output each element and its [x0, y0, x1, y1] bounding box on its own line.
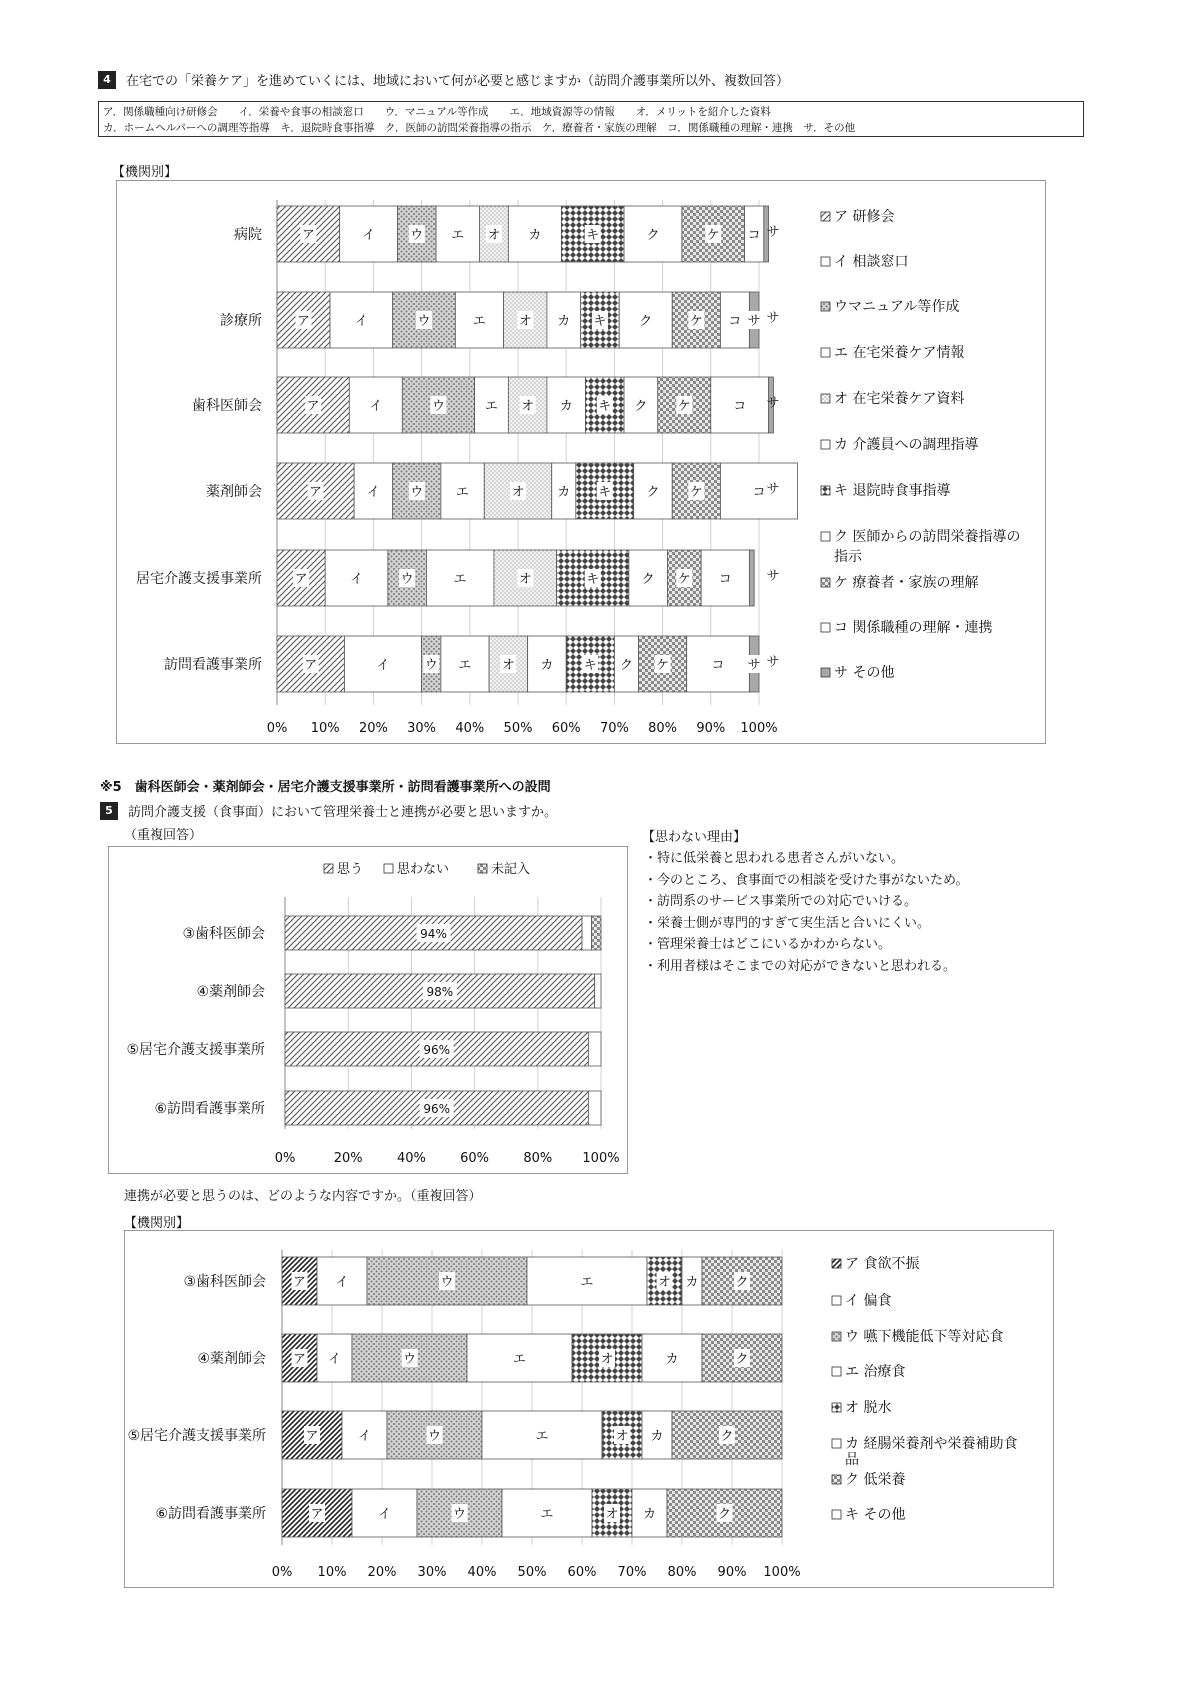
chart2-frame	[108, 846, 628, 1174]
bar-segment-label: サ	[766, 396, 780, 411]
bar-segment-label: ウ	[431, 399, 445, 414]
legend-swatch	[821, 623, 830, 632]
bar-segment-label: サ	[766, 225, 780, 240]
bar-segment-label: サ	[766, 655, 780, 670]
bar-segment-label: ア	[294, 572, 308, 587]
q5-sub: （重複回答）	[124, 828, 203, 843]
legend-swatch	[821, 486, 830, 495]
bar-segment-label: ク	[735, 1352, 749, 1367]
bar-segment-label: ク	[646, 228, 660, 243]
bar-segment-label: サ	[766, 311, 780, 326]
legend-label: ク 低栄養	[845, 1472, 906, 1488]
bar-segment-label: キ	[586, 228, 600, 243]
legend-label: サ その他	[834, 665, 895, 681]
reason-item: ・今のところ、食事面での相談を受けた事がないため。	[644, 872, 969, 888]
x-tick-label: 20%	[367, 1565, 397, 1580]
category-label: 居宅介護支援事業所	[136, 571, 262, 587]
bar-segment-label: カ	[650, 1429, 664, 1444]
bar-segment-label: エ	[512, 1352, 527, 1367]
x-tick-label: 50%	[503, 721, 533, 736]
bar-segment-label: コ	[718, 572, 732, 587]
bar-segment-label: キ	[583, 658, 597, 673]
data-label: 96%	[423, 1043, 451, 1057]
legend-label: ケ 療養者・家族の理解	[834, 575, 979, 591]
reason-item: ・管理栄養士はどこにいるかわからない。	[644, 937, 892, 953]
bar-segment-label: ク	[641, 572, 655, 587]
bar-segment-label: イ	[362, 228, 376, 243]
bar-segment-label: ア	[310, 1507, 324, 1522]
bar-segment-label: コ	[711, 658, 725, 673]
bar-segment-label: コ	[747, 228, 761, 243]
x-tick-label: 40%	[455, 721, 485, 736]
q5-number: 5	[100, 802, 118, 820]
legend-label: ア 研修会	[834, 209, 895, 225]
bar-segment-label: サ	[747, 658, 761, 673]
legend-label: イ 相談窓口	[834, 254, 909, 270]
bar-segment-label: ウ	[452, 1507, 467, 1522]
bar-segment-label: ク	[720, 1429, 734, 1444]
x-tick-label: 0%	[271, 1565, 293, 1580]
category-label: ⑥訪問看護事業所	[154, 1101, 265, 1117]
bar-segment-label: オ	[615, 1429, 629, 1444]
legend-label: ク 医師からの訪問栄養指導の	[834, 529, 1021, 545]
bar-segment-label: オ	[657, 1275, 672, 1290]
category-label: 薬剤師会	[206, 484, 262, 500]
legend-label: ア 食欲不振	[845, 1256, 920, 1272]
legend-swatch	[821, 302, 830, 311]
bar-segment-label: イ	[354, 314, 368, 329]
bar-segment-label: オ	[518, 314, 532, 329]
bar-segment-label: エ	[453, 572, 467, 587]
legend-label: ウマニュアル等作成	[834, 299, 960, 315]
legend-label: イ 偏食	[845, 1293, 892, 1309]
x-tick-label: 50%	[517, 1565, 547, 1580]
bar-segment-label: ア	[292, 1352, 307, 1367]
bar-segment-label: カ	[665, 1352, 679, 1367]
bar-segment-label: サ	[747, 314, 761, 329]
bar-segment-label: ケ	[656, 658, 670, 673]
bar-segment-label: エ	[484, 399, 498, 414]
bar-segment-label: キ	[586, 572, 600, 587]
bar-segment-label: オ	[521, 399, 535, 414]
bar-segment-label: イ	[357, 1429, 372, 1444]
q4-option-line-2: カ．ホームヘルパーへの調理等指導 キ．退院時食事指導 ク．医師の訪問栄養指導の指示 ケ．療養者・家族の理解 コ．関係職種の理解・連携 サ．その他	[103, 122, 856, 134]
bar-segment-label: カ	[642, 1507, 657, 1522]
legend-label: 品	[845, 1452, 859, 1468]
legend-swatch	[821, 212, 830, 221]
bar-segment-label: ア	[305, 1429, 319, 1444]
chart1-legend	[821, 209, 1020, 681]
bar-segment-label: ク	[735, 1275, 749, 1290]
bar-segment-label: オ	[487, 228, 501, 243]
bar-segment-label: ア	[309, 485, 323, 500]
bar-segment-label: ウ	[427, 1429, 442, 1444]
legend-swatch	[821, 394, 830, 403]
bar-segment-label: ウ	[400, 572, 414, 587]
data-label: 98%	[426, 985, 454, 999]
x-tick-label: 0%	[274, 1151, 296, 1166]
bar-segment	[749, 550, 754, 606]
q4-option-line-1: ア．関係職種向け研修会 イ．栄養や食事の相談窓口 ウ．マニュアル等作成 エ．地域資源等の情報 オ．メリットを紹介した資料	[103, 106, 771, 118]
x-tick-label: 10%	[310, 721, 340, 736]
q5-question: 訪問介護支援（食事面）において管理栄養士と連携が必要と思いますか。	[128, 805, 558, 820]
legend-label: キ 退院時食事指導	[834, 483, 951, 499]
category-label: ③歯科医師会	[183, 1274, 266, 1290]
bar-segment-label: ア	[301, 228, 315, 243]
bar-segment-label: ウ	[440, 1275, 454, 1290]
bar-segment-label: ア	[304, 658, 318, 673]
bar-segment-label: コ	[752, 485, 766, 500]
x-tick-label: 100%	[582, 1151, 620, 1166]
bar-segment-label: ク	[646, 485, 660, 500]
legend-label: キ その他	[845, 1507, 906, 1523]
category-label: 歯科医師会	[192, 398, 262, 414]
bar-segment-label: エ	[540, 1507, 554, 1522]
legend-swatch	[821, 257, 830, 266]
q5-header	[100, 801, 557, 820]
legend-swatch	[821, 440, 830, 449]
q5-followup: 連携が必要と思うのは、どのような内容ですか。（重複回答）	[124, 1189, 482, 1204]
category-label: ⑤居宅介護支援事業所	[126, 1042, 265, 1058]
legend-label: カ 経腸栄養剤や栄養補助食	[845, 1436, 1018, 1452]
legend-label: コ 関係職種の理解・連携	[834, 620, 993, 636]
legend-label: オ 脱水	[845, 1400, 892, 1416]
category-label: 診療所	[220, 313, 262, 329]
legend-label: エ 在宅栄養ケア情報	[834, 345, 965, 361]
x-tick-label: 100%	[763, 1565, 801, 1580]
bar-segment-label: ケ	[689, 314, 703, 329]
q4-question: 在宅での「栄養ケア」を進めていくには、地域において何が必要と感じますか（訪問介護事業所以外、複数回答）	[126, 74, 790, 89]
bar-segment-label: イ	[335, 1275, 349, 1290]
legend-swatch	[821, 348, 830, 357]
bar-segment-label: キ	[598, 399, 612, 414]
q5-section-label: 【機関別】	[124, 1216, 190, 1231]
bar-segment-label: ア	[292, 1275, 307, 1290]
data-label: 96%	[423, 1102, 451, 1116]
x-tick-label: 0%	[266, 721, 288, 736]
legend-swatch	[821, 668, 830, 677]
bar-segment-label: カ	[685, 1275, 699, 1290]
category-label: ④薬剤師会	[196, 984, 265, 1000]
bar-segment-label: カ	[557, 485, 571, 500]
bar-segment-label: エ	[451, 228, 465, 243]
bar-segment-label: カ	[540, 658, 554, 673]
bar-segment-label: サ	[766, 569, 780, 584]
x-tick-label: 80%	[523, 1151, 553, 1166]
bar-segment-label: コ	[728, 314, 742, 329]
category-label: 訪問看護事業所	[164, 657, 262, 673]
bar-segment-label: エ	[535, 1429, 549, 1444]
legend-label: カ 介護員への調理指導	[834, 437, 979, 453]
bar-segment-label: イ	[350, 572, 364, 587]
x-tick-label: 80%	[648, 721, 678, 736]
chart1-plot	[136, 200, 798, 736]
bar-segment-label: オ	[518, 572, 532, 587]
q4-section-label: 【機関別】	[112, 165, 178, 180]
legend-swatch	[821, 532, 830, 541]
bar-segment-label: ア	[297, 314, 311, 329]
note-5: ※5 歯科医師会・薬剤師会・居宅介護支援事業所・訪問看護事業所への設問	[100, 780, 551, 795]
bar-segment-label: イ	[327, 1352, 342, 1367]
bar-segment-label: コ	[733, 399, 747, 414]
reason-item: ・訪問系のサービス事業所での対応でいける。	[644, 894, 918, 910]
bar-segment-label: ク	[634, 399, 648, 414]
bar-segment-label: イ	[366, 485, 380, 500]
legend-label: 指示	[834, 549, 862, 565]
category-label: 病院	[234, 227, 262, 243]
bar-segment-label: エ	[456, 485, 470, 500]
legend-swatch	[821, 578, 830, 587]
x-tick-label: 70%	[599, 721, 629, 736]
x-tick-label: 60%	[460, 1151, 490, 1166]
x-tick-label: 20%	[358, 721, 388, 736]
x-tick-label: 70%	[617, 1565, 647, 1580]
legend-label: 思わない	[397, 862, 450, 877]
bar-segment-label: キ	[598, 485, 612, 500]
bar-segment-label: ク	[717, 1507, 732, 1522]
legend-label: エ 治療食	[845, 1364, 906, 1380]
reason-item: ・栄養士側が専門的すぎて実生活と合いにくい。	[644, 915, 931, 931]
reasons-list	[644, 848, 968, 978]
bar-segment-label: エ	[472, 314, 486, 329]
chart3-frame	[124, 1230, 1054, 1588]
bar-segment-label: ク	[639, 314, 653, 329]
bar-segment-label: イ	[376, 658, 390, 673]
reason-item: ・利用者様はそこまでの対応ができないと思われる。	[644, 958, 957, 974]
bar-segment-label: サ	[766, 482, 780, 497]
bar-segment-label: エ	[580, 1275, 594, 1290]
bar-segment-label: イ	[369, 399, 383, 414]
x-tick-label: 100%	[740, 721, 778, 736]
bar-segment-label: ク	[619, 658, 633, 673]
bar-segment-label: カ	[528, 228, 542, 243]
bar-segment-label: オ	[605, 1507, 619, 1522]
bar-segment-label: ウ	[424, 658, 438, 673]
bar-segment-label: ウ	[410, 228, 424, 243]
category-label: ⑥訪問看護事業所	[155, 1506, 266, 1522]
q4-number: 4	[98, 71, 116, 89]
bar-segment-label: オ	[600, 1352, 614, 1367]
legend-label: オ 在宅栄養ケア資料	[834, 391, 965, 407]
x-tick-label: 90%	[717, 1565, 747, 1580]
x-tick-label: 90%	[696, 721, 726, 736]
bar-segment-label: ケ	[677, 572, 691, 587]
legend-label: 未記入	[491, 862, 531, 877]
bar-segment-label: ア	[306, 399, 320, 414]
bar-segment-label: ウ	[417, 314, 431, 329]
x-tick-label: 40%	[467, 1565, 497, 1580]
x-tick-label: 30%	[407, 721, 437, 736]
bar-segment-label: キ	[593, 314, 607, 329]
x-tick-label: 30%	[417, 1565, 447, 1580]
x-tick-label: 20%	[333, 1151, 363, 1166]
x-tick-label: 80%	[667, 1565, 697, 1580]
data-label: 94%	[420, 927, 447, 941]
x-tick-label: 10%	[317, 1565, 347, 1580]
category-label: ④薬剤師会	[197, 1351, 266, 1367]
reasons-title: 【思わない理由】	[642, 830, 747, 845]
bar-segment-label: ウ	[410, 485, 424, 500]
bar-segment-label: カ	[559, 399, 573, 414]
x-tick-label: 60%	[567, 1565, 597, 1580]
bar-segment-label: ケ	[677, 399, 691, 414]
bar-segment-label: イ	[377, 1507, 392, 1522]
bar-segment-label: オ	[501, 658, 515, 673]
legend-label: ウ 嚥下機能低下等対応食	[845, 1329, 1004, 1345]
category-label: ③歯科医師会	[182, 926, 265, 942]
bar-segment-label: エ	[458, 658, 472, 673]
bar-segment-label: オ	[511, 485, 525, 500]
x-tick-label: 40%	[396, 1151, 426, 1166]
bar-segment-label: ケ	[689, 485, 703, 500]
bar-segment-label: カ	[557, 314, 571, 329]
x-tick-label: 60%	[551, 721, 581, 736]
bar-segment-label: ウ	[402, 1352, 417, 1367]
reason-item: ・特に低栄養と思われる患者さんがいない。	[644, 851, 905, 866]
category-label: ⑤居宅介護支援事業所	[127, 1428, 266, 1444]
bar-segment-label: ケ	[706, 228, 720, 243]
legend-label: 思う	[337, 862, 364, 877]
